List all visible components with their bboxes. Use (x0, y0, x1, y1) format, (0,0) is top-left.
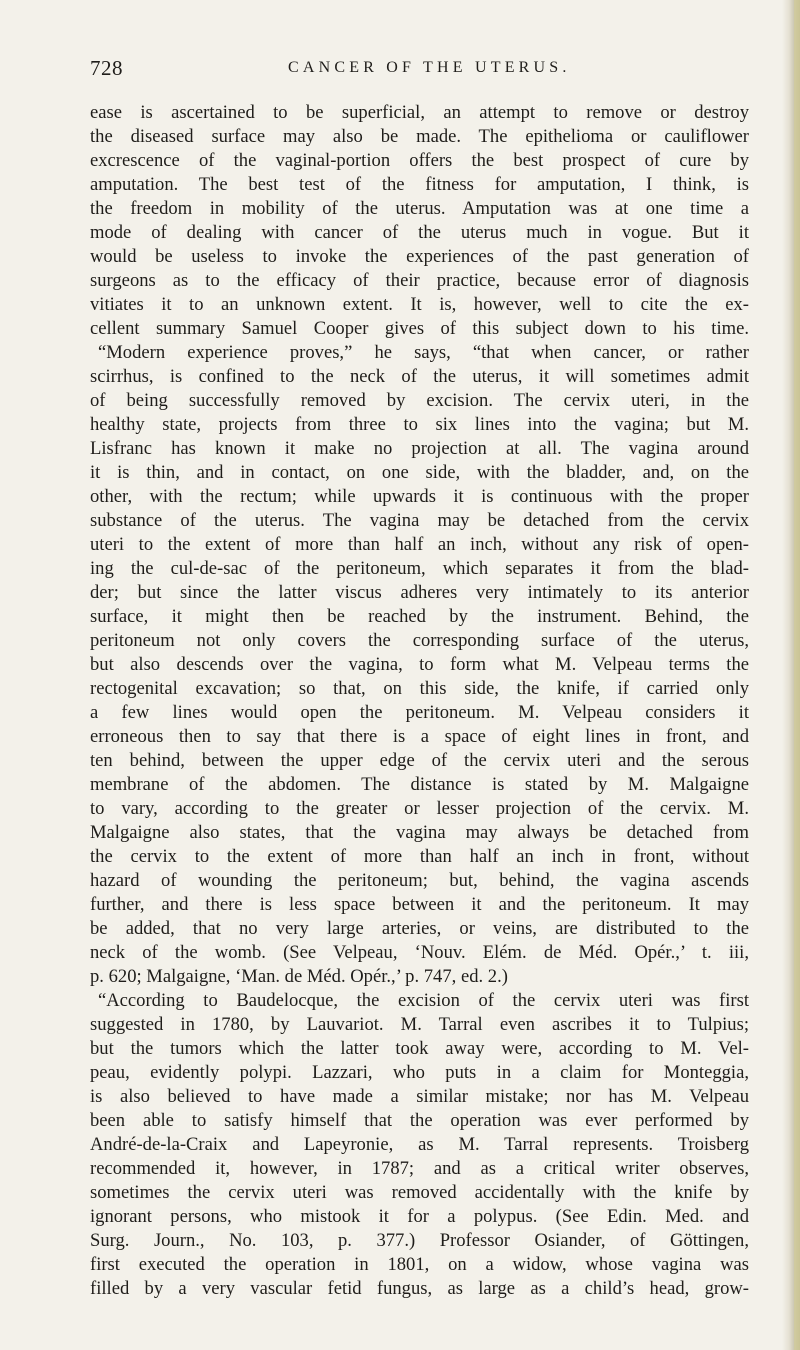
text-line: excrescence of the vaginal-portion offers the best prospect of cure by (90, 150, 749, 171)
text-line: been able to satisfy himself that the operation was ever performed by (90, 1110, 749, 1131)
page-edge-stain (794, 0, 800, 1350)
text-line: substance of the uterus. The vagina may be detached from the cervix (90, 510, 749, 531)
text-line: “Modern experience proves,” he says, “that when cancer, or rather (98, 342, 749, 363)
text-line: rectogenital excavation; so that, on this side, the knife, if carried only (90, 678, 749, 699)
text-line: sometimes the cervix uteri was removed accidentally with the knife by (90, 1182, 749, 1203)
text-line: healthy state, projects from three to six lines into the vagina; but M. (90, 414, 749, 435)
text-line: ten behind, between the upper edge of the cervix uteri and the serous (90, 750, 749, 771)
text-line: amputation. The best test of the fitness for amputation, I think, is (90, 174, 749, 195)
text-line: would be useless to invoke the experiences of the past generation of (90, 246, 749, 267)
text-line: membrane of the abdomen. The distance is stated by M. Malgaigne (90, 774, 749, 795)
text-line: erroneous then to say that there is a space of eight lines in front, and (90, 726, 749, 747)
text-line: mode of dealing with cancer of the uterus much in vogue. But it (90, 222, 749, 243)
text-line: cellent summary Samuel Cooper gives of this subject down to his time. (90, 318, 749, 339)
text-line: p. 620; Malgaigne, ‘Man. de Méd. Opér.,’ p. 747, ed. 2.) (90, 966, 508, 987)
text-line: but also descends over the vagina, to form what M. Velpeau terms the (90, 654, 749, 675)
text-line: “According to Baudelocque, the excision of the cervix uteri was first (98, 990, 749, 1011)
text-line: suggested in 1780, by Lauvariot. M. Tarral even ascribes it to Tulpius; (90, 1014, 749, 1035)
text-line: it is thin, and in contact, on one side, with the bladder, and, on the (90, 462, 749, 483)
page-number: 728 (90, 56, 123, 80)
text-line: der; but since the latter viscus adheres very intimately to its anterior (90, 582, 749, 603)
text-line: ease is ascertained to be superficial, an attempt to remove or destroy (90, 102, 749, 123)
text-line: neck of the womb. (See Velpeau, ‘Nouv. Elém. de Méd. Opér.,’ t. iii, (90, 942, 749, 963)
text-line: a few lines would open the peritoneum. M. Velpeau considers it (90, 702, 749, 723)
text-line: other, with the rectum; while upwards it is continuous with the proper (90, 486, 749, 507)
running-title: CANCER OF THE UTERUS. (288, 59, 571, 76)
text-line: peritoneum not only covers the corresponding surface of the uterus, (90, 630, 749, 651)
text-line: ing the cul-de-sac of the peritoneum, which separates it from the blad- (90, 558, 749, 579)
text-line: Malgaigne also states, that the vagina may always be detached from (90, 822, 749, 843)
text-line: ignorant persons, who mistook it for a polypus. (See Edin. Med. and (90, 1206, 749, 1227)
text-line: filled by a very vascular fetid fungus, as large as a child’s head, grow- (90, 1278, 749, 1299)
text-line: scirrhus, is confined to the neck of the uterus, it will sometimes admit (90, 366, 749, 387)
text-line: André-de-la-Craix and Lapeyronie, as M. Tarral represents. Troisberg (90, 1134, 749, 1155)
text-line: the diseased surface may also be made. The epithelioma or cauliflower (90, 126, 749, 147)
text-line: the freedom in mobility of the uterus. Amputation was at one time a (90, 198, 749, 219)
text-line: to vary, according to the greater or lesser projection of the cervix. M. (90, 798, 749, 819)
text-line: surgeons as to the efficacy of their practice, because error of diagnosis (90, 270, 749, 291)
text-line: is also believed to have made a similar mistake; nor has M. Velpeau (90, 1086, 749, 1107)
body-text (90, 101, 749, 1301)
text-line: surface, it might then be reached by the instrument. Behind, the (90, 606, 749, 627)
text-line: hazard of wounding the peritoneum; but, behind, the vagina ascends (90, 870, 749, 891)
text-line: peau, evidently polypi. Lazzari, who puts in a claim for Monteggia, (90, 1062, 749, 1083)
text-line: recommended it, however, in 1787; and as a critical writer observes, (90, 1158, 749, 1179)
text-line: further, and there is less space between it and the peritoneum. It may (90, 894, 749, 915)
text-line: uteri to the extent of more than half an inch, without any risk of open- (90, 534, 749, 555)
text-line: Surg. Journ., No. 103, p. 377.) Professor Osiander, of Göttingen, (90, 1230, 749, 1251)
text-line: first executed the operation in 1801, on a widow, whose vagina was (90, 1254, 749, 1275)
text-line: of being successfully removed by excision. The cervix uteri, in the (90, 390, 749, 411)
text-line: but the tumors which the latter took away were, according to M. Vel- (90, 1038, 749, 1059)
text-line: the cervix to the extent of more than half an inch in front, without (90, 846, 749, 867)
text-line: vitiates it to an unknown extent. It is, however, well to cite the ex- (90, 294, 749, 315)
page-header (90, 56, 750, 86)
text-line: Lisfranc has known it make no projection at all. The vagina around (90, 438, 749, 459)
text-line: be added, that no very large arteries, or veins, are distributed to the (90, 918, 749, 939)
